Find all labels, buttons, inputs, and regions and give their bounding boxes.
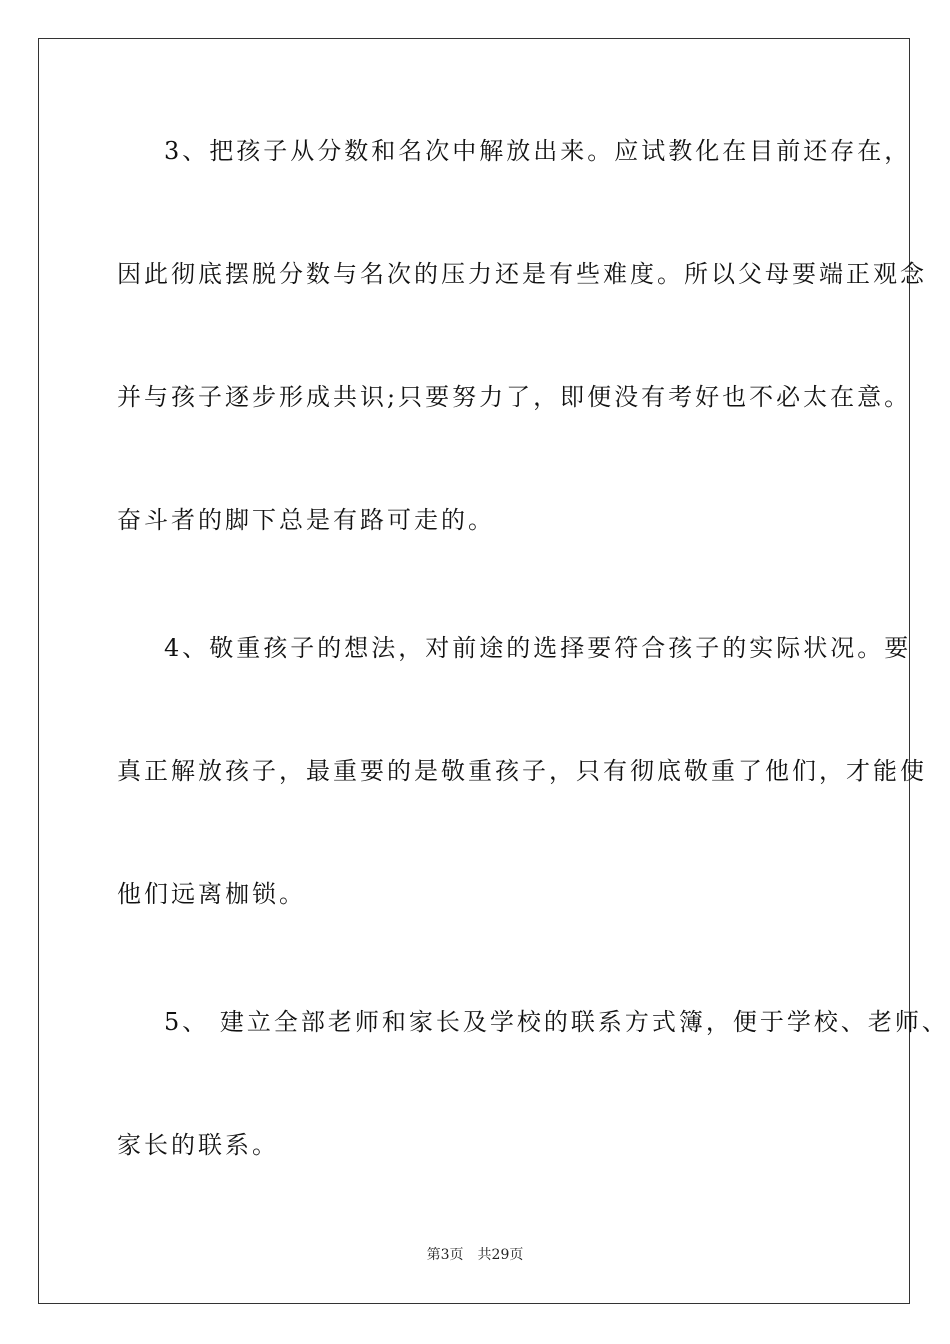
paragraph-4-line-2: 真正解放孩子，最重要的是敬重孩子，只有彻底敬重了他们，才能使 (117, 757, 927, 785)
paragraph-3-line-2: 因此彻底摆脱分数与名次的压力还是有些难度。所以父母要端正观念 (117, 260, 927, 288)
paragraph-5-line-1: 5、 建立全部老师和家长及学校的联系方式簿，便于学校、老师、 (164, 1008, 949, 1036)
page-footer (0, 1246, 950, 1264)
page-number: 第3页 (426, 1247, 464, 1263)
paragraph-3-line-4: 奋斗者的脚下总是有路可走的。 (117, 506, 495, 534)
paragraph-4-line-3: 他们远离枷锁。 (117, 880, 306, 908)
paragraph-3-line-3: 并与孩子逐步形成共识;只要努力了，即便没有考好也不必太在意。 (117, 383, 912, 411)
paragraph-4-line-1: 4、敬重孩子的想法，对前途的选择要符合孩子的实际状况。要 (164, 634, 912, 662)
page-border (38, 38, 910, 1304)
paragraph-5-line-2: 家长的联系。 (117, 1131, 279, 1159)
paragraph-3-line-1: 3、把孩子从分数和名次中解放出来。应试教化在目前还存在， (164, 137, 912, 165)
page-total: 共29页 (477, 1247, 524, 1263)
